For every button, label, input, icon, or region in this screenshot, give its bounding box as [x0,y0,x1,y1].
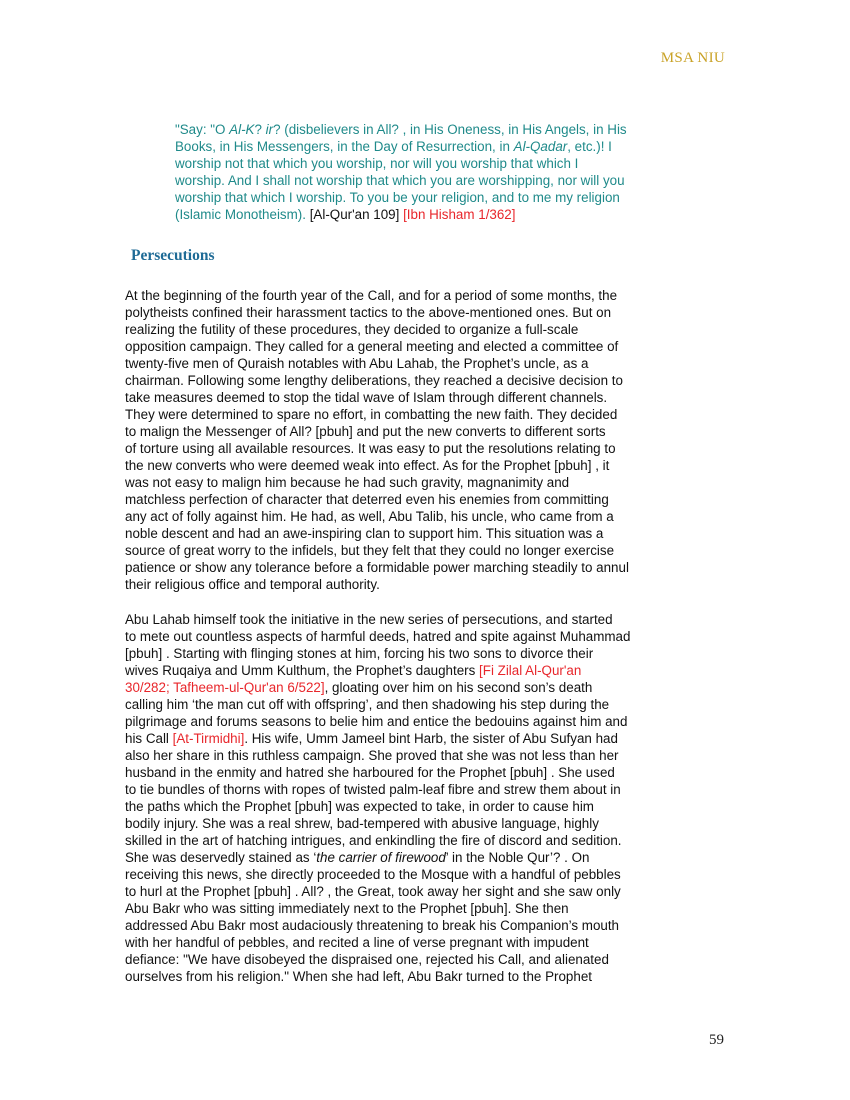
text-run: husband in the enmity and hatred she harboured for the Prophet [pbuh] . She used [125,765,615,780]
text-run: take measures deemed to stop the tidal wave of Islam through different channels. [125,390,608,405]
text-line [125,338,730,355]
text-line [125,474,730,491]
text-line [125,696,730,713]
text-line [125,917,730,934]
text-run: was not easy to malign him because he had such gravity, magnanimity and [125,475,570,490]
text-line [125,900,730,917]
italic-term: ir [265,122,274,137]
text-run: any act of folly against him. He had, as well, Abu Talib, his uncle, who came from a [125,509,614,524]
text-line [125,508,730,525]
paragraph [125,611,730,985]
text-run: with her handful of pebbles, and recited a line of verse pregnant with impudent [125,935,589,950]
citation-reference: [Ibn Hisham 1/362] [403,207,516,222]
text-run: to hurl at the Prophet [pbuh] . All? , the Great, took away her sight and she saw only [125,884,621,899]
text-run: addressed Abu Bakr most audaciously threatening to break his Companion’s mouth [125,918,620,933]
text-run: "Say: "O [175,122,230,137]
text-line [125,866,730,883]
text-line [175,155,735,172]
text-line [125,611,730,628]
text-run: also her share in this ruthless campaign. She proved that she was not less than her [125,748,619,763]
text-run: twenty-five men of Quraish notables with Abu Lahab, the Prophet’s uncle, as a [125,356,589,371]
section-heading: Persecutions [131,247,215,264]
text-run: worship that which I worship. To you be your religion, and to me my religion [175,190,620,205]
text-run: opposition campaign. They called for a general meeting and elected a committee of [125,339,619,354]
text-line [125,832,730,849]
text-line [125,713,730,730]
italic-term: the carrier of firewood [316,850,446,865]
text-run: She was deservedly stained as ‘ [125,850,317,865]
text-line [125,576,730,593]
text-line [175,138,735,155]
quran-quote-block [175,121,735,223]
text-run: wives Ruqaiya and Umm Kulthum, the Prophet’s daughters [125,663,480,678]
text-line [125,559,730,576]
text-run: ? [254,122,266,137]
text-run: (Islamic Monotheism). [175,207,310,222]
text-run: bodily injury. She was a real shrew, bad-tempered with abusive language, highly [125,816,599,831]
text-run: ’ in the Noble Qur’? . On [445,850,590,865]
quran-reference: [Al-Qur'an 109] [309,207,400,222]
italic-term: Al-K [229,122,255,137]
text-run: chairman. Following some lengthy deliberations, they reached a decisive decision to [125,373,623,388]
text-run: of torture using all available resources. It was easy to put the resolutions relating to [125,441,616,456]
text-line [125,951,730,968]
text-line [125,304,730,321]
text-line [125,389,730,406]
text-line [125,781,730,798]
page-number: 59 [709,1032,724,1048]
text-line [175,172,735,189]
text-run: realizing the futility of these procedures, they decided to organize a full-scale [125,322,579,337]
text-run: noble descent and had an awe-inspiring clan to support him. This situation was a [125,526,604,541]
text-line [125,764,730,781]
text-line [125,747,730,764]
text-line [125,798,730,815]
text-run: , etc.)! I [567,139,612,154]
text-run: the new converts who were deemed weak into effect. As for the Prophet [pbuh] , it [125,458,610,473]
text-run: . His wife, Umm Jameel bint Harb, the sister of Abu Sufyan had [244,731,618,746]
text-line [175,206,735,223]
text-line [125,628,730,645]
text-line [125,406,730,423]
text-line [125,645,730,662]
text-line [125,321,730,338]
text-line [125,849,730,866]
text-line [125,662,730,679]
italic-term: Al-Qadar [513,139,568,154]
text-run: receiving this news, she directly proceeded to the Mosque with a handful of pebbles [125,867,621,882]
text-run: [pbuh] . Starting with flinging stones at him, forcing his two sons to divorce their [125,646,594,661]
text-line [175,189,735,206]
citation-reference: [At-Tirmidhi] [172,731,245,746]
text-run: to mete out countless aspects of harmful deeds, hatred and spite against Muhammad [125,629,631,644]
citation-reference: 30/282; Tafheem-ul-Qur'an 6/522] [125,680,325,695]
text-line [125,372,730,389]
text-line [125,679,730,696]
text-run: Books, in His Messengers, in the Day of Resurrection, in [175,139,514,154]
running-header: MSA NIU [660,50,725,66]
text-line [125,815,730,832]
text-line [125,968,730,985]
text-run: to malign the Messenger of All? [pbuh] and put the new converts to different sorts [125,424,606,439]
text-line [175,121,735,138]
text-run: source of great worry to the infidels, but they felt that they could no longer exercise [125,543,615,558]
text-line [125,542,730,559]
text-line [125,934,730,951]
text-run: Abu Lahab himself took the initiative in the new series of persecutions, and started [125,612,613,627]
text-run: At the beginning of the fourth year of the Call, and for a period of some months, the [125,288,618,303]
text-run: ourselves from his religion." When she had left, Abu Bakr turned to the Prophet [125,969,592,984]
text-run: Abu Bakr who was sitting immediately next to the Prophet [pbuh]. She then [125,901,569,916]
text-run: patience or show any tolerance before a formidable power marching steadily to annul [125,560,629,575]
text-line [125,440,730,457]
text-line [125,491,730,508]
text-run: the paths which the Prophet [pbuh] was expected to take, in order to cause him [125,799,594,814]
text-run: to tie bundles of thorns with ropes of twisted palm-leaf fibre and strew them about in [125,782,621,797]
text-run: ? (disbelievers in All? , in His Oneness, in His Angels, in His [273,122,627,137]
text-line [125,287,730,304]
text-line [125,883,730,900]
text-run: matchless perfection of character that deterred even his enemies from committing [125,492,609,507]
text-line [125,730,730,747]
text-run: skilled in the art of hatching intrigues, and enkindling the fire of discord and sedition. [125,833,622,848]
text-line [125,525,730,542]
text-run: , gloating over him on his second son’s death [324,680,593,695]
text-line [125,355,730,372]
text-run: They were determined to spare no effort, in combatting the new faith. They decided [125,407,618,422]
text-line [125,457,730,474]
text-run: defiance: "We have disobeyed the dispraised one, rejected his Call, and alienated [125,952,609,967]
text-run: pilgrimage and forums seasons to belie him and entice the bedouins against him and [125,714,628,729]
citation-reference: [Fi Zilal Al-Qur'an [479,663,582,678]
paragraph [125,287,730,593]
text-run: worship not that which you worship, nor will you worship that which I [175,156,579,171]
text-run: their religious office and temporal authority. [125,577,380,592]
text-run: calling him ‘the man cut off with offspring’, and then shadowing his step during the [125,697,610,712]
text-run: polytheists confined their harassment tactics to the above-mentioned ones. But on [125,305,612,320]
text-run: his Call [125,731,173,746]
text-line [125,423,730,440]
text-run: worship. And I shall not worship that which you are worshipping, nor will you [175,173,625,188]
